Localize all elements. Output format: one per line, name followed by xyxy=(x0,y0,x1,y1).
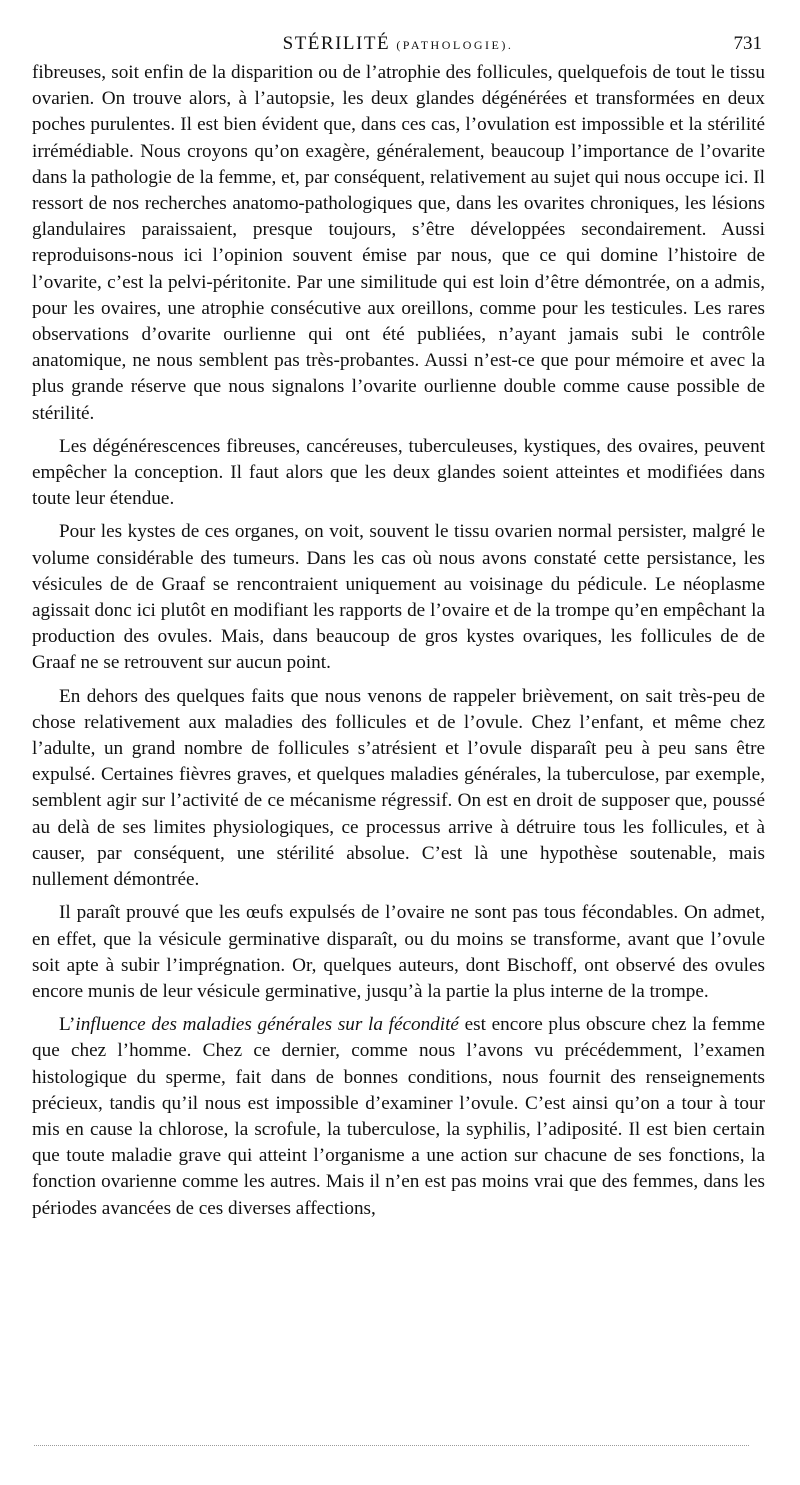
paragraph-follicle-diseases: En dehors des quelques faits que nous venons de rappeler brièvement, on sait très-peu de chose relativement aux maladies des follicules et de l’ovule. Chez l’enfant, et même chez l’adulte, un grand nombre de follicules s’atrésient et l’ovule disparaît peu à peu sans être expulsé. Certaines fièvres graves, et quelques maladies générales, la tuberculose, par exemple, semblent agir sur l’activité de ce mécanisme régressif. On est en droit de supposer que, poussé au delà de ses limites physiologiques, ce processus arrive à détruire tous les follicules, et à causer, par conséquent, une stérilité absolue. C’est là une hypothèse soutenable, mais nullement démontrée. xyxy=(32,685,765,891)
paragraph-fertilizable-eggs: Il paraît prouvé que les œufs expulsés de l’ovaire ne sont pas tous fécondables. On admet, en effet, que la vésicule germinative disparaît, ou du moins se transforme, avant que l’ovule soit apte à subir l’imprégnation. Or, quelques auteurs, dont Bischoff, ont observé des ovules encore munis de leur vésicule germinative, jusqu’à la partie la plus interne de la trompe. xyxy=(32,902,765,1002)
running-header xyxy=(32,30,764,58)
running-title-subtitle: (PATHOLOGIE). xyxy=(396,38,514,52)
paragraph-general-diseases-prefix: L’ xyxy=(59,1014,76,1036)
paragraph-general-diseases-text: est encore plus obscure chez la femme que chez l’homme. Chez ce dernier, comme nous l’avons vu précédemment, l’examen histologique du sperme, fait dans de bonnes conditions, nous fournit des renseignements précieux, tandis qu’il nous est impossible d’examiner l’ovule. C’est ainsi qu’on a tour à tour mis en cause la chlorose, la scrofule, la tuberculose, la syphilis, l’adiposité. Il est bien certain que toute maladie grave qui atteint l’organisme a une action sur chacune de ses fonctions, la fonction ovarienne comme les autres. Mais il n’en est pas moins vrai que des femmes, dans les périodes avancées de ces diverses affections, xyxy=(32,1014,765,1219)
body-text xyxy=(32,60,765,1229)
paragraph-general-diseases-italic: influence des maladies générales sur la fécondité xyxy=(75,1014,459,1036)
running-title xyxy=(32,30,764,59)
paragraph-general-diseases xyxy=(32,1012,765,1222)
paragraph-ovarian-cysts: Pour les kystes de ces organes, on voit, souvent le tissu ovarien normal persister, malgré le volume considérable des tumeurs. Dans les cas où nous avons constaté cette persistance, les vésicules de de Graaf se rencontraient uniquement au voisinage du pédicule. Le néoplasme agissait donc ici plutôt en modifiant les rapports de l’ovaire et de la trompe qu’en empêchant la production des ovules. Mais, dans beaucoup de gros kystes ovariques, les follicules de de Graaf ne se retrouvent sur aucun point. xyxy=(32,521,765,674)
paragraph-ovarian-degenerations: Les dégénérescences fibreuses, cancéreuses, tuberculeuses, kystiques, des ovaires, peuvent empêcher la conception. Il faut alors que les deux glandes soient atteintes et modifiées dans toute leur étendue. xyxy=(32,435,765,510)
running-title-main: STÉRILITÉ xyxy=(282,33,391,54)
paragraph-continued: fibreuses, soit enfin de la disparition ou de l’atrophie des follicules, quelquefois de tout le tissu ovarien. On trouve alors, à l’autopsie, les deux glandes dégénérées et transformées en deux poches purulentes. Il est bien évident que, dans ces cas, l’ovulation est impossible et la stérilité irrémédiable. Nous croyons qu’on exagère, généralement, beaucoup l’importance de l’ovarite dans la pathologie de la femme, et, par conséquent, relativement au sujet qui nous occupe ici. Il ressort de nos recherches anatomo-pathologiques que, dans les ovarites chroniques, les lésions glandulaires paraissaient, presque toujours, s’être développées secondairement. Aussi reproduisons-nous ici l’opinion souvent émise par nous, que ce qui domine l’histoire de l’ovarite, c’est la pelvi-péritonite. Par une similitude qui est loin d’être démontrée, on a admis, pour les ovaires, une atrophie consécutive aux oreillons, comme pour les testicules. Les rares observations d’ovarite ourlienne qui ont été publiées, n’ayant jamais subi le contrôle anatomique, ne nous semblent pas très-probantes. Aussi n’est-ce que pour mémoire et avec la plus grande réserve que nous signalons l’ovarite ourlienne double comme cause possible de stérilité. xyxy=(32,62,765,424)
page-bottom-rule xyxy=(34,1445,749,1446)
page-number: 731 xyxy=(733,33,762,54)
